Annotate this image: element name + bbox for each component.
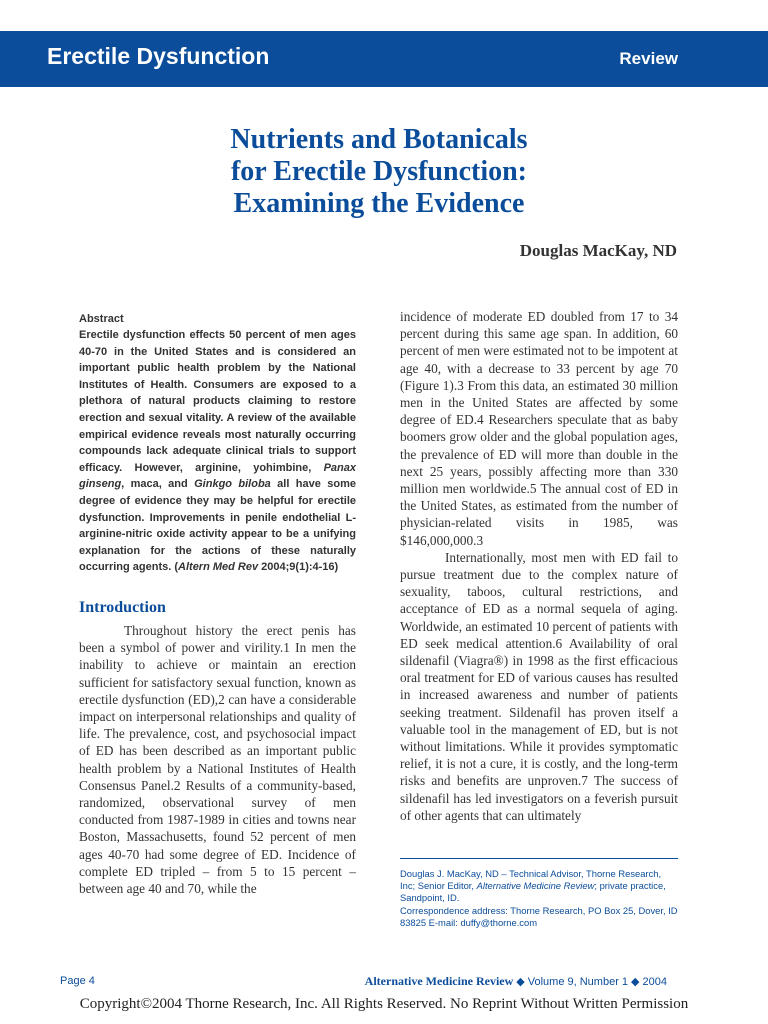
abstract-heading: Abstract	[79, 313, 124, 325]
introduction-text: Throughout history the erect penis has been a symbol of power and virility.1 In men the inability to achieve or maintain an erection sufficient for satisfactory sexual function, known as erectile dysfunction (ED),2 can have a considerable impact on interpersonal relationships and quality of life. The prevalence, cost, and psychosocial impact of ED has been described as an important public health problem by a National Institutes of Health Consensus Panel.2 Results of a community-based, randomized, observational survey of men conducted from 1987-1989 in cities and towns near Boston, Massachusetts, found 52 percent of men ages 40-70 had some degree of ED. Incidence of complete ED tripled – from 5 to 15 percent – between age 40 and 70, while the	[79, 622, 356, 896]
journal-volume: Volume 9, Number 1	[527, 976, 629, 988]
abstract-italic: Ginkgo biloba	[194, 478, 271, 491]
journal-year: 2004	[642, 976, 667, 988]
author-name: Douglas MacKay, ND	[519, 241, 677, 260]
section-title: Erectile Dysfunction	[47, 43, 270, 69]
article-type-label: Review	[619, 49, 678, 68]
introduction-heading: Introduction	[79, 598, 166, 616]
title-line: Examining the Evidence	[233, 188, 525, 219]
abstract-part: all have some degree of evidence they may be helpful for erectile dysfunction. Improvements in penile endothelial L-arginine-nitric oxide activity appear to be a unifying explanation for the actions of these naturally occurring agents. (	[79, 478, 356, 574]
diamond-icon: ◆	[516, 975, 525, 988]
header-bar	[0, 31, 768, 87]
affiliation-line	[400, 868, 678, 905]
citation-journal: Altern Med Rev	[178, 561, 259, 574]
title-line: for Erectile Dysfunction:	[230, 156, 528, 187]
citation-details: 2004;9(1):4-16)	[258, 561, 339, 574]
copyright-notice: Copyright©2004 Thorne Research, Inc. All Rights Reserved. No Reprint Without Written Permission	[79, 996, 689, 1012]
affiliation-italic: Alternative Medicine Review	[476, 880, 595, 892]
affiliation-part: Douglas J. MacKay, ND – Technical Advisor, Thorne Research, Inc; Senior Editor,	[400, 868, 662, 892]
abstract-part: Erectile dysfunction effects 50 percent of men ages 40-70 in the United States and is considered an important public health problem by the National Institutes of Health. Consumers are exposed to a plethora of natural products claiming to restore erection and sexual vitality. A review of the available empirical evidence reveals most naturally occurring compounds lack adequate clinical trials to support efficacy. However, arginine, yohimbine,	[79, 329, 356, 474]
affiliation-part: ; private practice, Sandpoint, ID.	[400, 880, 666, 904]
author-affiliation	[400, 868, 678, 929]
left-column	[79, 311, 356, 897]
correspondence-line: Correspondence address: Thorne Research, PO Box 25, Dover, ID 83825 E-mail: duffy@thorne.com	[400, 904, 678, 928]
body-paragraph: incidence of moderate ED doubled from 17 to 34 percent during this same age span. In addition, 60 percent of men were estimated not to be impotent at age 40, with a decrease to 33 percent by age 70 (Figure 1).3 From this data, an estimated 30 million men in the United States are affected by some degree of ED.4 Researchers speculate that as baby boomers grow older and the global population ages, the prevalence of ED will more than double in the next 25 years, possibly affecting more than 330 million men worldwide.5 The annual cost of ED in the United States, as estimated from the number of physician-related visits in 1985, was $146,000,000.3	[400, 309, 678, 548]
journal-name: Alternative Medicine Review	[364, 974, 514, 988]
abstract-part: , maca, and	[121, 478, 195, 491]
body-paragraph: Internationally, most men with ED fail to pursue treatment due to the complex nature of sexuality, taboos, cultural restrictions, and acceptance of ED as a normal sequela of aging. Worldwide, an estimated 10 percent of patients with ED seek medical attention.6 Availability of oral sildenafil (Viagra®) in 1998 as the first efficacious oral treatment for ED of various causes has resulted in increased awareness and number of patients seeking treatment. Sildenafil has proven itself a valuable tool in the management of ED, but is not without limitations. While it provides symptomatic relief, it is not a cure, it is costly, and the long-term risks and benefits are unproven.7 The success of sildenafil has led investigators on a feverish pursuit of other agents that can ultimately	[400, 549, 678, 823]
page-number: Page 4	[60, 975, 95, 987]
article-title	[150, 124, 608, 220]
abstract-text	[79, 327, 356, 576]
affiliation-divider	[400, 858, 678, 859]
journal-info	[365, 974, 667, 989]
abstract-italic: Panax ginseng	[79, 461, 356, 491]
right-column	[400, 308, 678, 824]
diamond-icon: ◆	[631, 975, 640, 988]
title-line: Nutrients and Botanicals	[230, 124, 528, 155]
